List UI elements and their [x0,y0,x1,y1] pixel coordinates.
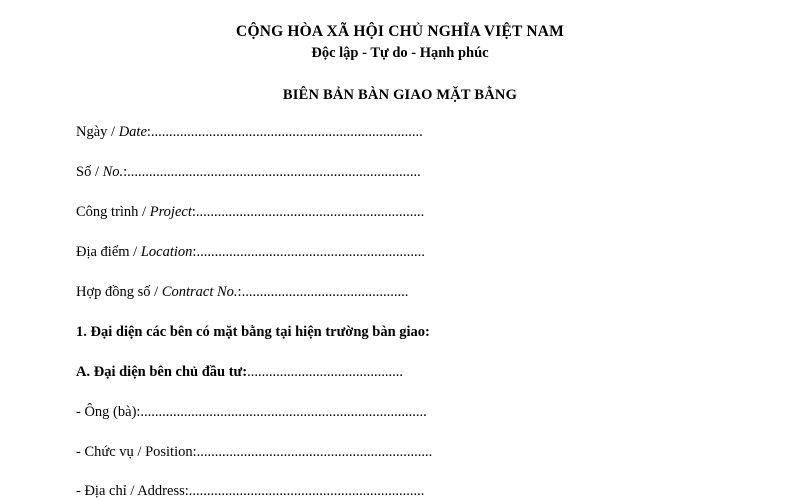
field-person-name [76,404,427,421]
field-dots: ................................................................. [188,483,425,499]
motto-heading: Độc lập - Tự do - Hạnh phúc [311,45,489,61]
field-colon: : [191,204,196,220]
field-colon: : [123,164,128,180]
field-date [76,124,423,141]
field-label: - Địa chỉ / Address: [76,483,189,499]
nation-heading: CỘNG HÒA XÃ HỘI CHỦ NGHĨA VIỆT NAM [236,23,564,40]
field-dots: ................................................................. [196,444,433,460]
field-label: - Chức vụ / Position: [76,444,197,460]
field-dots: ........................................................................... [150,124,423,140]
field-label-vi: Số / [76,164,103,180]
field-label-vi: Ngày / [76,124,119,140]
field-label-vi: Hợp đồng số / [76,284,162,300]
field-label-en: Location [140,244,193,260]
field-location [76,244,425,261]
field-label-en: No. [102,164,124,180]
field-number [76,164,421,181]
field-contract-no [76,284,408,301]
field-label-vi: Địa điểm / [76,244,141,260]
document-title: BIÊN BẢN BÀN GIAO MẶT BẰNG [282,87,518,103]
section-a-label: A. Đại diện bên chủ đầu tư: [76,364,248,380]
field-dots: ............................................................................... [140,404,427,420]
field-position [76,444,432,461]
field-project [76,204,424,221]
field-dots: ........................................... [247,364,403,380]
field-label-en: Project [149,204,192,220]
field-colon: : [146,124,151,140]
field-dots: ............................................................... [195,204,425,220]
field-colon: : [192,244,197,260]
field-label-en: Contract No. [161,284,238,300]
field-label-vi: Công trình / [76,204,150,220]
field-label-en: Date [118,124,147,140]
section-a-heading [76,364,403,381]
field-dots: ............................................................... [196,244,425,260]
field-dots: ................................................................................. [127,164,421,180]
field-dots: .............................................. [241,284,409,300]
field-colon: : [237,284,242,300]
section-1-heading: 1. Đại diện các bên có mặt bằng tại hiện trường bàn giao: [76,324,430,340]
field-label: - Ông (bà): [76,404,141,420]
field-address [76,483,424,500]
